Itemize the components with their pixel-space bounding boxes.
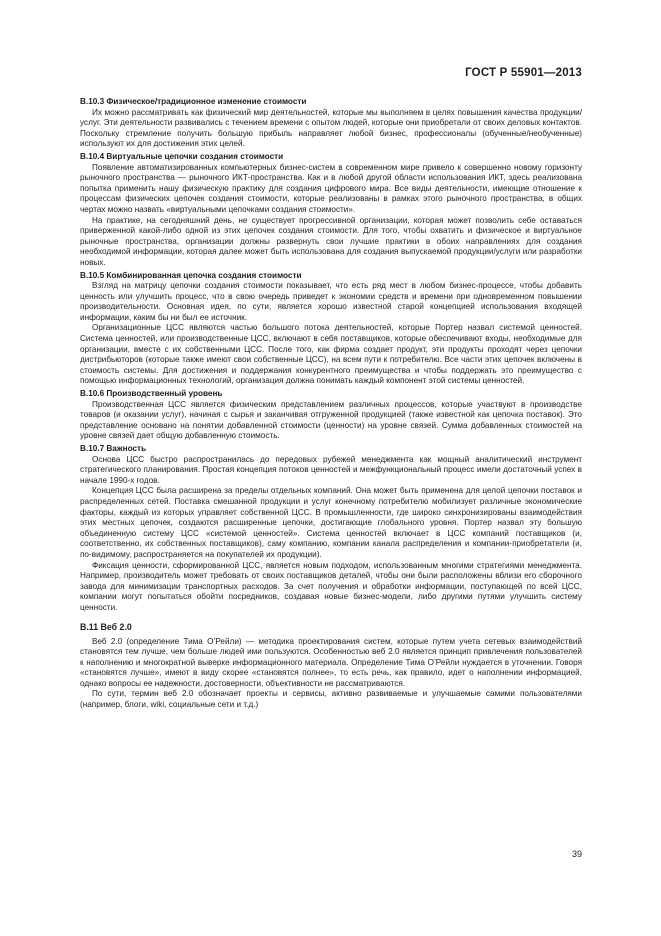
section-heading-b10-3: В.10.3 Физическое/традиционное изменение стоимости [80, 97, 307, 106]
section-heading-b10-4: В.10.4 Виртуальные цепочки создания стоимости [80, 151, 284, 161]
paragraph: Появление автоматизированных компьютерных бизнес-систем в современном мире привело к совершенно новому горизонту рыночного пространства — рыночного ИКТ-пространства. Как и в любой другой области использования ИКТ, здесь реализована попытка применить нашу физическую практику для создания цифрового мира. Все виды деятельности, имеющие отношение к процессам физических цепочек создания стоимости, которые реализованы в рамках этого рыночного пространства, в общих чертах можно назвать «виртуальными цепочками создания стоимости». [80, 162, 582, 214]
paragraph: Производственная ЦСС является физическим представлением различных процессов, которые участвуют в производстве товаров (и оказании услуг), начиная с сырья и заканчивая отгруженной продукцией (также известной как цепочка поставок). Это представление основано на понятии добавленной стоимости (ценности) на уровне связей. Сумма добавленных стоимостей на уровне связей дает общую добавленную стоимость. [80, 399, 582, 441]
paragraph: Веб 2.0 (определение Тима О’Рейли) — методика проектирования систем, которые путем учета сетевых взаимодействий становятся тем лучше, чем больше людей ими пользуются. Особенностью веб 2.0 является принцип привлечения пользователей к наполнению и многократной выверке информационного материала. Определение Тима О’Рейли нуждается в уточнении. Говоря «становятся лучше», имеют в виду скорее «становятся полнее», то есть речь, как правило, идет о наполнении информацией, однако вопросы ее надежности, достоверности, объективности не рассматриваются. [80, 636, 582, 688]
section-heading-b10-6: В.10.6 Производственный уровень [80, 389, 223, 399]
paragraph: По сути, термин веб 2.0 обозначает проекты и сервисы, активно развиваемые и улучшаемые самими пользователями (например, блоги, wiki, социальные сети и т.д.) [80, 689, 582, 710]
paragraph: На практике, на сегодняшний день, не существует прогрессивной организации, которая может позволить себе оставаться приверженной какой-либо одной из этих цепочек создания стоимости. Для того, чтобы охватить и физическое и виртуальное рыночные пространства, организации должны развернуть свои лучшие практики в обоих направлениях для создания необходимой информации, которая далее может быть использована для создания выпускаемой продукции/услуги или разработки новых. [80, 215, 582, 267]
document-body [80, 95, 582, 711]
page-number: 39 [571, 849, 582, 859]
document-standard-id: ГОСТ Р 55901—2013 [465, 67, 582, 79]
paragraph: Взгляд на матрицу цепочки создания стоимости показывает, что есть ряд мест в любом бизнес-процессе, чтобы добавить ценность или улучшить процесс, что в свою очередь приведет к экономии средств и времени при одновременном повышении производительности. Основная идея, по сути, является хорошо известной старой концепцией использования входящей информации, каким бы ни был ее источник. [80, 281, 582, 322]
section-heading-b10-7: В.10.7 Важность [80, 444, 147, 453]
paragraph: Фиксация ценности, сформированной ЦСС, является новым подходом, использованным многими стратегиями менеджмента. Например, производитель может требовать от своих поставщиков деталей, чтобы они были расположены вблизи его сборочного завода для минимизации транспортных расходов. За счет получения и обработки информации, поступающей по всей ЦСС, компании могут попытаться обойти посредников, создавая новые бизнес-модели, либо другими путями улучшить систему ценности. [80, 560, 582, 612]
section-heading-b11: В.11 Веб 2.0 [80, 621, 132, 632]
paragraph: Их можно рассматривать как физический мир деятельностей, которые мы выполняем в целях повышения качества продукции/услуг. Эти деятельности развивались с течением времени с опытом людей, которые они приобретали от своих деловых контактов. Поскольку стремление получить большую прибыль направляет любой бизнес, профессионалы (обученные/необученные) используют их для достижения этих целей. [80, 107, 582, 149]
section-heading-b10-5: В.10.5 Комбинированная цепочка создания стоимости [80, 270, 302, 280]
paragraph: Основа ЦСС быстро распространилась до передовых рубежей менеджмента как мощный аналитический инструмент стратегического планирования. Простая концепция потоков ценностей и межфункциональный процесс имели достаточный успех в начале 1990-х годов. [80, 454, 582, 485]
paragraph: Концепция ЦСС была расширена за пределы отдельных компаний. Она может быть применена для целой цепочки поставок и распределенных сетей. Поставка смешанной продукции и услуг конечному потребителю мобилизует различные экономические факторы, каждый из которых управляет собственной ЦСС. В промышленности, где широко синхронизированы взаимодействия этих местных цепочек, создаются расширенные цепочки, достигающие глобального уровня. Портер назвал эту большую объединенную систему ЦСС «системой ценностей». Система ценностей включает в ЦСС компаний поставщиков (и, соответственно, их собственных поставщиков), саму компанию, компании канала распределения и компании-приобретатели (и, по-видимому, распространяется на покупателей их продукции). [80, 486, 582, 559]
paragraph: Организационные ЦСС являются частью большого потока деятельностей, которые Портер назвал системой ценностей. Система ценностей, или производственные ЦСС, включают в себя поставщиков, которые обеспечивают входы, необходимые для организации, вместе с их собственными ЦСС. После того, как фирма создает продукт, эти продукты проходят через цепочки дистрибьюторов (которые также имеют свои собственные ЦСС), на всем пути к потребителю. Все части этих цепочек включены в стоимость системы. Для достижения и поддержания конкурентного преимущества и чтобы поддержать это преимущество с помощью информационных технологий, организация должна понимать каждый компонент этой системы ценностей. [80, 323, 582, 386]
